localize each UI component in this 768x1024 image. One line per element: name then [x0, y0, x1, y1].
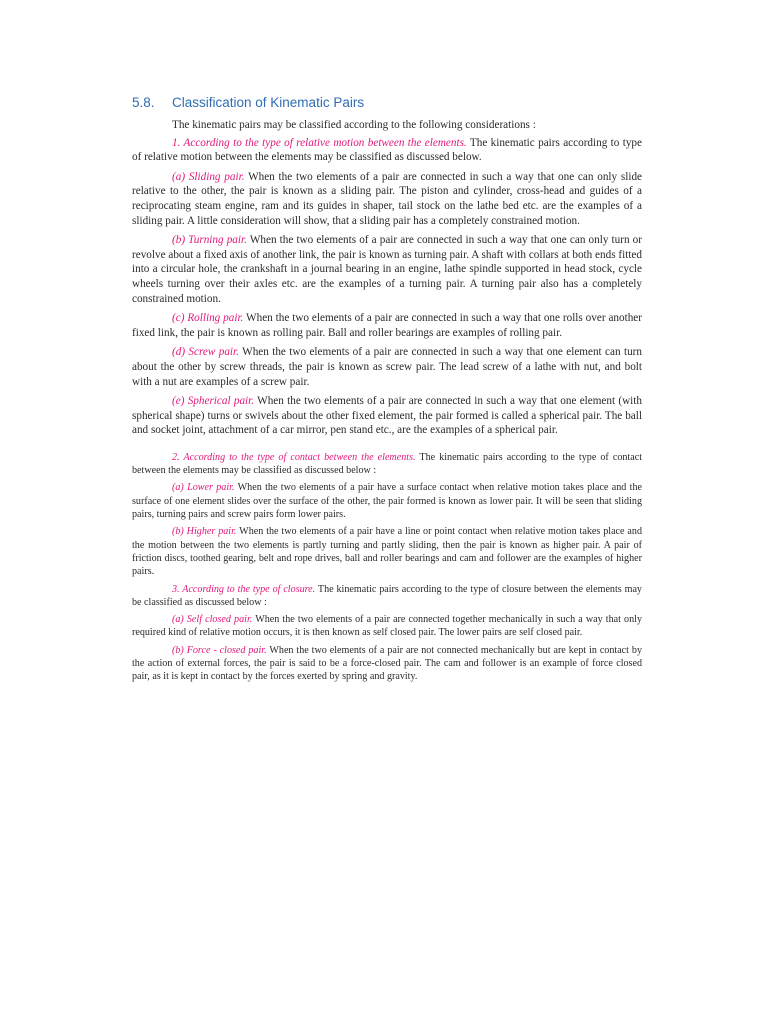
- force-closed-pair-paragraph: [132, 644, 642, 684]
- classification-1-title: 1. According to the type of relative motion between the elements.: [172, 136, 467, 149]
- rolling-pair-body: When the two elements of a pair are connected in such a way that one rolls over another fixed link, the pair is known as rolling pair. Ball and roller bearings are examples of rolling pair.: [132, 312, 642, 339]
- lower-pair-title: (a) Lower pair.: [172, 482, 235, 494]
- rolling-pair-paragraph: [132, 311, 642, 340]
- section-heading: [132, 95, 642, 110]
- screw-pair-paragraph: [132, 345, 642, 389]
- turning-pair-body: When the two elements of a pair are connected in such a way that one can only turn or revolve about a fixed axis of another link, the pair is known as turning pair. A shaft with collars at both ends fitted into a circular hole, the crankshaft in a journal bearing in an engine, lathe spindle supported in head stock, cycle wheels turning over their axles etc. are the examples of a turning pair. A turning pair also has a completely constrained motion.: [132, 234, 642, 305]
- section-number: 5.8.: [132, 95, 155, 110]
- higher-pair-paragraph: [132, 525, 642, 578]
- spherical-pair-paragraph: [132, 394, 642, 438]
- spherical-pair-body: When the two elements of a pair are connected in such a way that one element (with spherical shape) turns or swivels about the other fixed element, the pair formed is called a spherical pair. The ball and socket joint, attachment of a car mirror, pen stand etc., are the examples of a spherical pair.: [132, 395, 642, 437]
- self-closed-pair-paragraph: [132, 613, 642, 640]
- self-closed-pair-title: (a) Self closed pair.: [172, 614, 253, 626]
- classification-3-body: The kinematic pairs according to the type of closure between the elements may be classified as discussed below :: [132, 583, 642, 608]
- turning-pair-title: (b) Turning pair.: [172, 234, 247, 247]
- sliding-pair-title: (a) Sliding pair.: [172, 170, 245, 183]
- section-title: Classification of Kinematic Pairs: [172, 95, 365, 110]
- classification-1-paragraph: [132, 136, 642, 165]
- screw-pair-body: When the two elements of a pair are connected in such a way that one element can turn about the other by screw threads, the pair is known as screw pair. The lead screw of a lathe with nut, and bolt with a nut are examples of a screw pair.: [132, 346, 642, 388]
- force-closed-pair-body: When the two elements of a pair are not connected mechanically but are kept in contact by the action of external forces, the pair is said to be a force-closed pair. The cam and follower is an example of force closed pair, as it is kept in contact by the forces exerted by spring and gravity.: [132, 644, 642, 683]
- classification-2-body: The kinematic pairs according to the type of contact between the elements may be classified as discussed below :: [132, 451, 642, 477]
- higher-pair-title: (b) Higher pair.: [172, 526, 237, 538]
- screw-pair-title: (d) Screw pair.: [172, 346, 239, 359]
- lower-pair-body: When the two elements of a pair have a surface contact when relative motion takes place and the surface of one element slides over the surface of the other, the pair formed is known as lower pair. It will be seen that sliding pairs, turning pairs and screw pairs form lower pairs.: [132, 482, 642, 521]
- section-content: [132, 95, 642, 684]
- lower-pair-paragraph: [132, 481, 642, 521]
- turning-pair-paragraph: [132, 233, 642, 306]
- sliding-pair-body: When the two elements of a pair are connected in such a way that one can only slide relative to the other, the pair is known as a sliding pair. The piston and cylinder, cross-head and guides of a reciprocating steam engine, ram and its guides in shaper, tail stock on the lathe bed etc. are the examples of a sliding pair. A little consideration will show, that a sliding pair has a completely constrained motion.: [132, 170, 643, 227]
- force-closed-pair-title: (b) Force - closed pair.: [172, 644, 267, 656]
- classification-3-paragraph: [132, 583, 642, 610]
- self-closed-pair-body: When the two elements of a pair are connected together mechanically in such a way that only required kind of relative motion occurs, it is then known as self closed pair. The lower pairs are self closed pair.: [132, 614, 642, 639]
- spherical-pair-title: (e) Spherical pair.: [172, 395, 255, 408]
- intro-paragraph: The kinematic pairs may be classified according to the following considerations :: [172, 119, 536, 131]
- classification-1-body: The kinematic pairs according to type of relative motion between the elements may be classified as discussed below.: [132, 136, 642, 164]
- rolling-pair-title: (c) Rolling pair.: [172, 312, 244, 325]
- classification-2-title: 2. According to the type of contact between the elements.: [172, 451, 416, 463]
- higher-pair-body: When the two elements of a pair have a line or point contact when relative motion takes place and the motion between the two elements is partly turning and partly sliding, then the pair is known as higher pair. A pair of friction discs, toothed gearing, belt and rope drives, ball and roller bearings and cam and follower are the examples of higher pairs.: [132, 526, 642, 578]
- classification-2-paragraph: [132, 451, 642, 478]
- sliding-pair-paragraph: [132, 170, 642, 228]
- classification-3-title: 3. According to the type of closure.: [172, 583, 316, 595]
